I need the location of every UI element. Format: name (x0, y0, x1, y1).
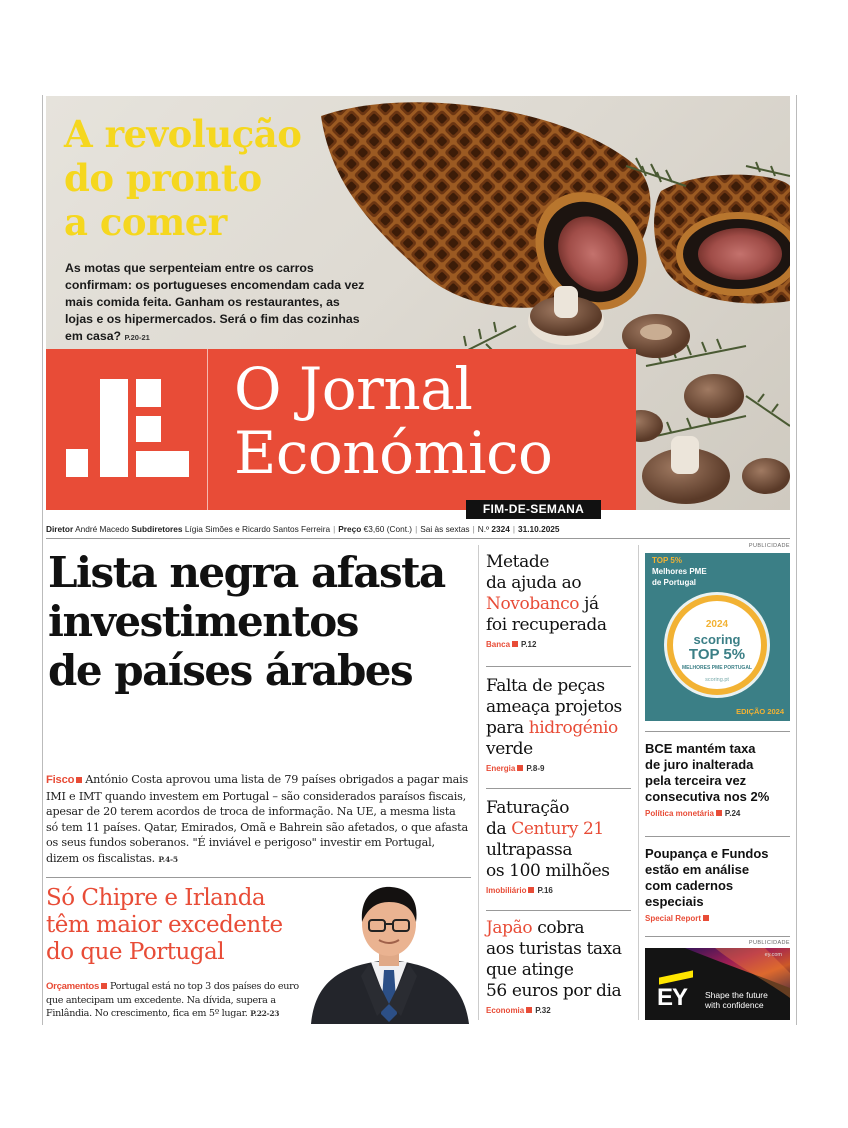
director-label: Diretor (46, 524, 74, 534)
brief-japao[interactable] (486, 918, 632, 1016)
scoring-top-label: TOP 5% (652, 556, 682, 565)
brief-line: verde (486, 739, 533, 759)
brief-tag[interactable] (486, 764, 632, 774)
issue-label: N.º (477, 524, 490, 534)
second-kicker[interactable]: Orçamentos (46, 981, 99, 992)
rule (46, 877, 471, 878)
section-label: Special Report (645, 914, 702, 923)
wellington-main (321, 102, 669, 331)
page-ref: P.12 (521, 640, 537, 649)
scoring-badge-caption: MELHORES PME PORTUGAL (681, 665, 752, 671)
second-headline[interactable] (46, 885, 306, 966)
brief-line: os 100 milhões (486, 861, 610, 881)
brief-tag[interactable] (645, 914, 793, 924)
newspaper-name (234, 357, 552, 485)
brief-line: Faturação (486, 798, 570, 818)
square-icon (528, 887, 534, 893)
masthead[interactable] (46, 349, 636, 510)
lead-body (46, 772, 471, 867)
issue-number: 2324 (491, 524, 510, 534)
scoring-sub-line: Melhores PME (652, 567, 707, 576)
rule (645, 731, 790, 732)
feature-title-line: A revolução (64, 112, 302, 156)
newspaper-name-line: O Jornal (234, 355, 473, 423)
lead-page-ref[interactable]: P.4-5 (158, 854, 178, 864)
ey-logo: EY (657, 984, 688, 1011)
brief-tag[interactable] (645, 809, 793, 819)
brief-line: ultrapassa (486, 840, 573, 860)
ey-advertisement[interactable] (645, 948, 790, 1020)
lead-headline-line: de países árabes (48, 646, 413, 695)
brief-tag[interactable] (486, 886, 632, 896)
separator: | (415, 524, 418, 534)
brief-line: Falta de peças (486, 676, 605, 696)
brief-line: com cadernos (645, 878, 734, 893)
brief-novobanco[interactable] (486, 552, 632, 650)
advertising-label: PUBLICIDADE (748, 940, 790, 946)
brief-line: consecutiva nos 2% (645, 789, 770, 804)
brief-line: ameaça projetos (486, 697, 622, 717)
square-icon (716, 810, 722, 816)
lead-kicker[interactable]: Fisco (46, 774, 75, 786)
brief-line: Metade (486, 552, 549, 572)
feature-summary (65, 260, 365, 346)
brief-line: especiais (645, 894, 704, 909)
rule (486, 788, 631, 789)
section-label: Política monetária (645, 809, 714, 818)
brief-line: foi recuperada (486, 615, 607, 635)
brief-line (486, 718, 632, 739)
lead-text: António Costa aprovou uma lista de 79 países obrigados a pagar mais IMI e IMT quando investem em Portugal – são considerados paraísos fiscais, apesar de 20 terem acordos de troca de informação. Na UE, a mesma lista só tem 11 países. Qatar, Emirados, Omã e Bahrein são afetados, o que afasta os seus fundos soberanos. "É inviável e perigoso" investir em Portugal, dizem os fiscalistas. (46, 773, 469, 865)
scoring-badge-icon (667, 595, 767, 695)
rule (486, 910, 631, 911)
brief-century21[interactable] (486, 798, 632, 896)
section-label: Economia (486, 1006, 525, 1015)
brief-hidrogenio[interactable] (486, 676, 632, 774)
scoring-advertisement[interactable] (645, 553, 790, 721)
brief-text: já (579, 594, 599, 614)
brief-line: 56 euros por dia (486, 981, 622, 1001)
deputies-label: Subdiretores (131, 524, 183, 534)
brief-tag[interactable] (486, 640, 632, 650)
section-label: Energia (486, 764, 516, 773)
portrait-photo (305, 884, 471, 1024)
page-ref: P.32 (535, 1006, 551, 1015)
rule (645, 936, 790, 937)
feature-title-line: a comer (64, 200, 227, 244)
second-headline-line: têm maior excedente (46, 912, 283, 938)
brief-highlight: Japão (486, 918, 533, 938)
wellington-slice (654, 175, 790, 304)
newspaper-name-line: Económico (234, 419, 553, 487)
brief-line: Poupança e Fundos (645, 846, 769, 861)
advertising-label: PUBLICIDADE (748, 543, 790, 549)
page-ref: P.24 (724, 809, 741, 818)
director-name: André Macedo (75, 524, 130, 534)
column-separator (478, 545, 479, 1020)
square-icon (512, 641, 518, 647)
second-headline-line: do que Portugal (46, 939, 225, 965)
ey-tagline (705, 990, 768, 1010)
brief-line (486, 819, 632, 840)
second-headline-line: Só Chipre e Irlanda (46, 885, 266, 911)
square-icon (703, 915, 709, 921)
brief-line: de juro inalterada (645, 757, 754, 772)
ey-tagline-line: Shape the future (705, 990, 768, 1000)
ey-tagline-line: with confidence (705, 1000, 764, 1010)
separator: | (472, 524, 475, 534)
brief-line: aos turistas taxa (486, 939, 622, 959)
logo-icon (66, 379, 191, 479)
separator: | (512, 524, 516, 534)
brief-line: BCE mantém taxa (645, 741, 756, 756)
brief-line: estão em análise (645, 862, 750, 877)
lead-headline[interactable] (48, 548, 468, 695)
feature-title-line: do pronto (64, 156, 262, 200)
scoring-ad-heading (652, 555, 707, 588)
section-label: Imobiliário (486, 886, 527, 895)
second-text: Portugal está no top 3 dos países do euro que antecipam um excedente. Na dívida, supera a Finlândia. No crescimento, fica em 5º lugar. (46, 981, 299, 1019)
issue-date: 31.10.2025 (518, 524, 560, 534)
brief-text: cobra (532, 918, 585, 938)
page-ref: P.8-9 (526, 764, 545, 773)
feature-summary-text: As motas que serpenteiam entre os carros confirmam: os portugueses encomendam cada vez mais comida feita. Ganham os restaurantes, as lojas e os hipermercados. Será o fim das cozinhas em casa? (65, 261, 365, 343)
brief-text: da (486, 819, 512, 839)
brief-line: que atinge (486, 960, 574, 980)
edition-badge: FIM-DE-SEMANA (466, 500, 601, 519)
brief-line: pela terceira vez (645, 773, 747, 788)
second-page-ref[interactable]: P.22-23 (250, 1009, 280, 1018)
scoring-year: 2024 (705, 619, 729, 630)
square-icon (76, 777, 82, 783)
scoring-sub-line: de Portugal (652, 578, 697, 587)
feature-title[interactable] (64, 112, 344, 244)
price-label: Preço (338, 524, 362, 534)
brief-line (486, 918, 632, 939)
price-value: €3,60 (Cont.) (363, 524, 413, 534)
rule (486, 666, 631, 667)
square-icon (526, 1007, 532, 1013)
rule (46, 538, 790, 539)
scoring-url: scoring.pt (705, 677, 729, 683)
frequency: Sai às sextas (420, 524, 470, 534)
man-in-suit-portrait (305, 884, 471, 1024)
scoring-brand: scoring (693, 632, 741, 647)
scoring-edition: EDIÇÃO 2024 (736, 707, 784, 716)
square-icon (101, 983, 107, 989)
rule (645, 836, 790, 837)
square-icon (517, 765, 523, 771)
page-ref: P.16 (537, 886, 553, 895)
brief-poupanca[interactable] (645, 846, 793, 924)
brief-highlight: Novobanco (486, 594, 580, 614)
masthead-divider (207, 349, 208, 510)
lead-headline-line: investimentos (48, 597, 358, 646)
separator: | (333, 524, 336, 534)
column-separator (638, 545, 639, 1020)
brief-line (486, 594, 632, 615)
brief-tag[interactable] (486, 1006, 632, 1016)
brief-bce[interactable] (645, 741, 793, 819)
second-body (46, 980, 301, 1021)
credits-line (46, 524, 790, 534)
brief-highlight: Century 21 (511, 819, 604, 839)
scoring-badge-title: TOP 5% (688, 646, 746, 663)
brief-line: da ajuda ao (486, 573, 582, 593)
brief-highlight: hidrogénio (528, 718, 618, 738)
feature-page-ref[interactable]: P.20-21 (124, 333, 150, 342)
ey-url: ey.com (764, 952, 782, 958)
lead-headline-line: Lista negra afasta (48, 548, 445, 597)
section-label: Banca (486, 640, 511, 649)
brief-text: para (486, 718, 529, 738)
deputies-names: Lígia Simões e Ricardo Santos Ferreira (184, 524, 331, 534)
